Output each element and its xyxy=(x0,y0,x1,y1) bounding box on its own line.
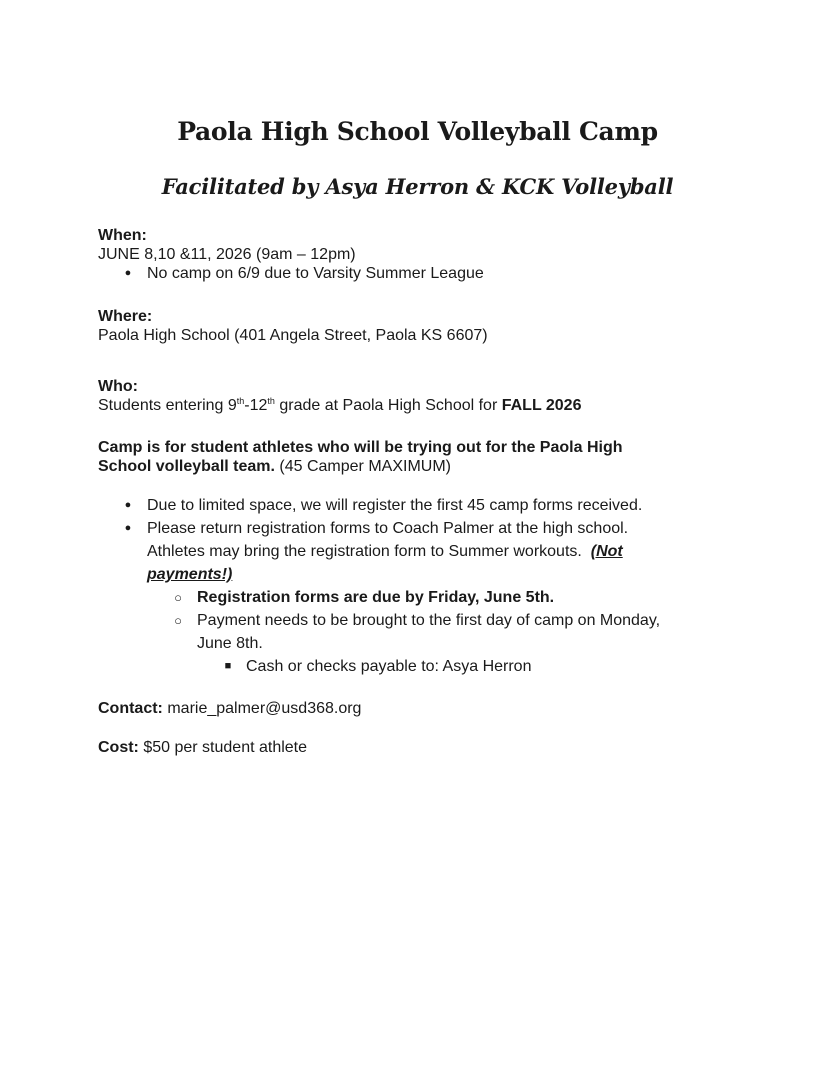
who-sup-2: th xyxy=(267,396,275,406)
when-section xyxy=(98,226,738,283)
when-note: No camp on 6/9 due to Varsity Summer League xyxy=(147,265,484,282)
camp-bold-2: School volleyball team. xyxy=(98,458,275,475)
list-item-return xyxy=(98,517,738,586)
sub-item-payment-line-2: June 8th. xyxy=(197,635,263,652)
camp-line-2 xyxy=(98,457,738,476)
where-heading: Where: xyxy=(98,308,153,325)
who-section xyxy=(98,377,738,415)
camp-bold-1: Camp is for student athletes who will be trying out for the Paola High xyxy=(98,439,623,456)
sub-item-due xyxy=(98,586,738,609)
bullet-circle-icon: ○ xyxy=(174,590,182,605)
who-sup-1: th xyxy=(236,396,245,406)
sub-item-due-text: Registration forms are due by Friday, June 5th. xyxy=(197,589,555,606)
where-location: Paola High School (401 Angela Street, Paola KS 6607) xyxy=(98,327,488,344)
bullet-circle-icon: ○ xyxy=(174,613,182,628)
list-item-return-line-2: Athletes may bring the registration form to Summer workouts. xyxy=(147,543,582,560)
when-note-item xyxy=(98,264,738,283)
who-term: FALL 2026 xyxy=(501,397,582,414)
contact-line xyxy=(98,699,738,718)
cost-section xyxy=(98,738,738,757)
where-section xyxy=(98,307,738,345)
camp-section xyxy=(98,438,738,476)
contact-email: marie_palmer@usd368.org xyxy=(162,700,362,717)
document-subtitle: Facilitated by Asya Herron & KCK Volleyball xyxy=(161,174,674,199)
when-heading: When: xyxy=(98,227,147,244)
cost-value: $50 per student athlete xyxy=(138,739,308,756)
list-item-space-text: Due to limited space, we will register the first 45 camp forms received. xyxy=(147,497,643,514)
contact-section xyxy=(98,699,738,718)
bullet-dot-icon: ● xyxy=(124,267,132,279)
subsub-item-cash xyxy=(98,655,738,678)
list-item-space xyxy=(98,494,738,517)
list-item-return-line-1: Please return registration forms to Coach Palmer at the high school. xyxy=(147,520,629,537)
who-middle: -12 xyxy=(244,397,268,414)
camp-line-1 xyxy=(98,438,738,457)
who-description xyxy=(98,396,738,415)
sub-item-payment-line-1: Payment needs to be brought to the first day of camp on Monday, xyxy=(197,612,661,629)
who-prefix: Students entering 9 xyxy=(98,397,237,414)
who-heading: Who: xyxy=(98,378,138,395)
bullet-square-icon: ■ xyxy=(224,660,232,672)
cost-line xyxy=(98,738,738,757)
not-payments-emphasis-1: (Not xyxy=(590,543,623,560)
not-payments-emphasis-2: payments!) xyxy=(147,566,233,583)
subsub-item-cash-text: Cash or checks payable to: Asya Herron xyxy=(246,658,532,675)
bullet-dot-icon: ● xyxy=(124,499,132,511)
when-dates: JUNE 8,10 &11, 2026 (9am – 12pm) xyxy=(98,246,356,263)
camp-max: (45 Camper MAXIMUM) xyxy=(274,458,451,475)
document-title: Paola High School Volleyball Camp xyxy=(177,117,658,146)
sub-item-payment xyxy=(98,609,738,655)
who-suffix: grade at Paola High School for xyxy=(274,397,502,414)
bullet-dot-icon: ● xyxy=(124,522,132,534)
details-list xyxy=(98,494,738,678)
cost-label: Cost: xyxy=(98,739,139,756)
contact-label: Contact: xyxy=(98,700,163,717)
